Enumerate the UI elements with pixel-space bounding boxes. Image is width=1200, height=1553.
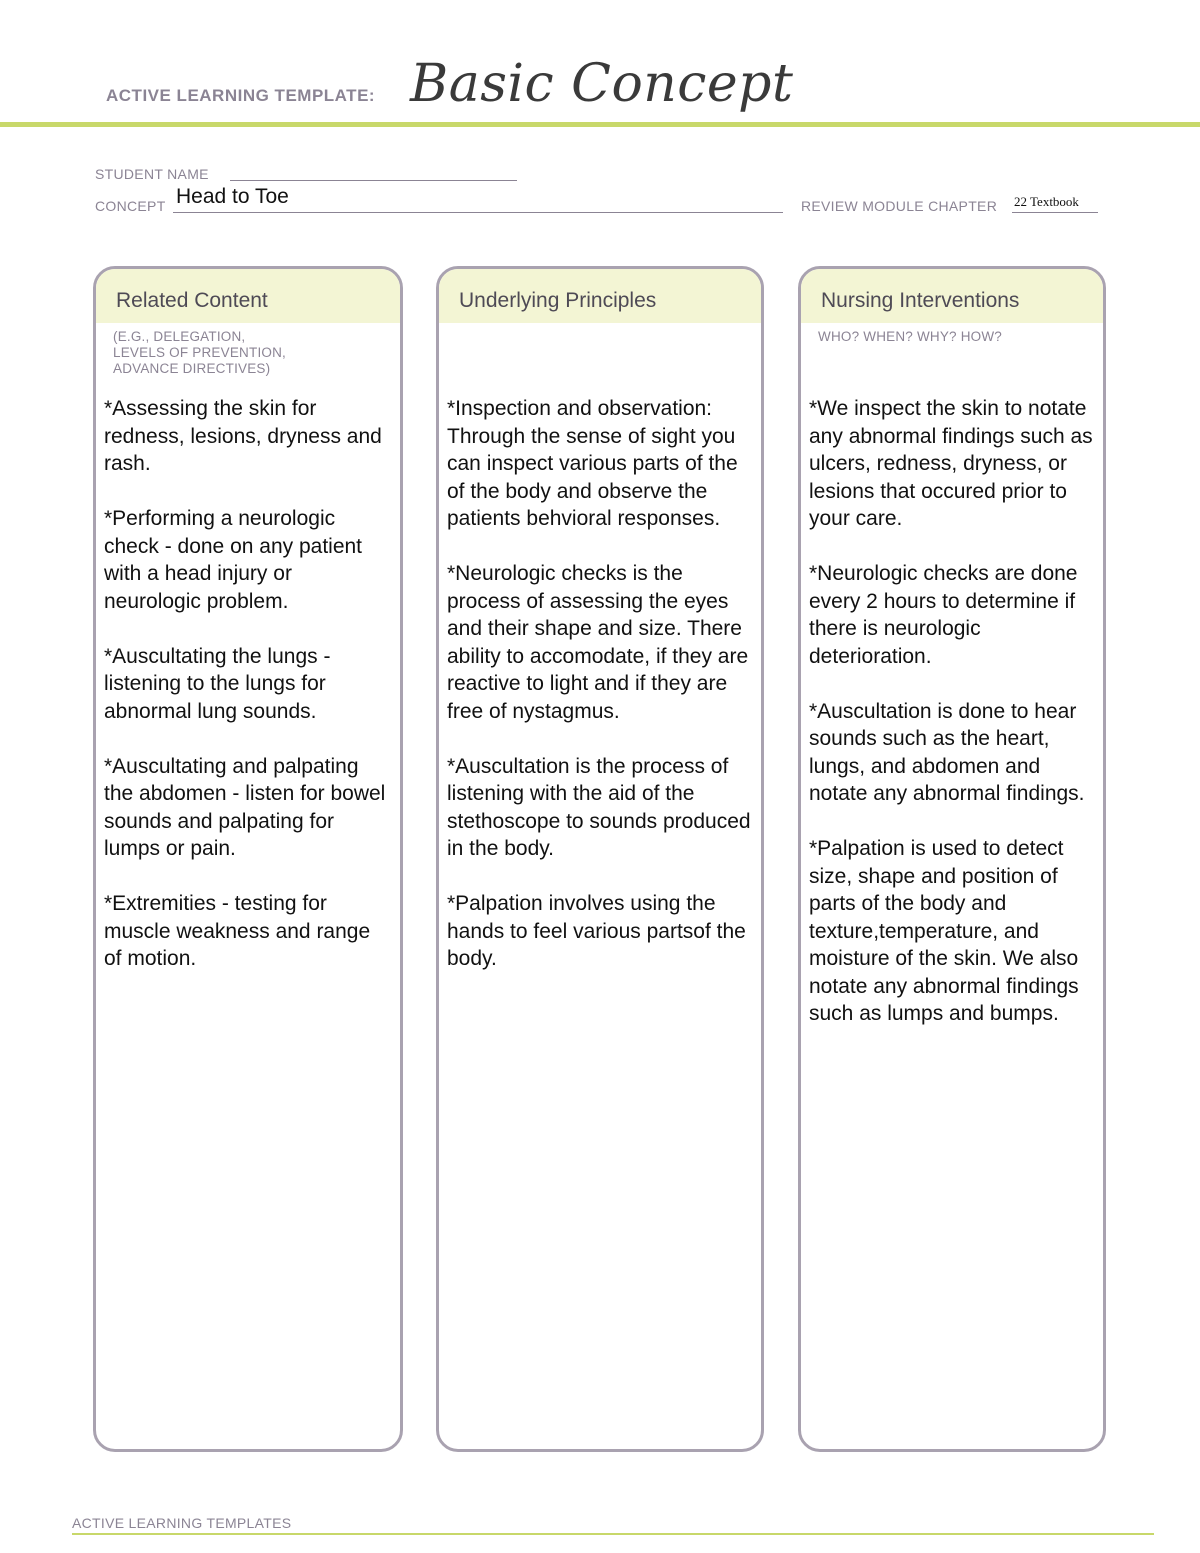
content-paragraph: *Auscultation is the process of listening with the aid of the stethoscope to sounds produced in the body. [447,754,751,860]
underlying-principles-panel [436,266,764,1452]
chapter-label: REVIEW MODULE CHAPTER [801,198,998,214]
content-paragraph: *Auscultation is done to hear sounds such as the heart, lungs, and abdomen and notate any abnormal findings. [809,699,1085,805]
related-content-hint [113,329,400,385]
nursing-interventions-title: Nursing Interventions [801,269,1103,323]
content-paragraph: *Neurologic checks is the process of assessing the eyes and their shape and size. There ability to accomodate, if they are reactive to light and if they are free of nystagmus. [447,562,749,723]
nursing-interventions-panel [798,266,1106,1452]
student-name-field[interactable] [230,180,517,181]
underlying-principles-title: Underlying Principles [439,269,761,323]
chapter-value: 22 Textbook [1014,194,1079,209]
related-content-title: Related Content [96,269,400,323]
content-paragraph: *Neurologic checks are done every 2 hours to determine if there is neurologic deterioration. [809,562,1078,668]
content-paragraph: *Extremities - testing for muscle weakness and range of motion. [104,892,371,970]
concept-field[interactable] [173,212,783,213]
content-paragraph: *Performing a neurologic check - done on any patient with a head injury or neurologic problem. [104,507,363,613]
page-title: Basic Concept [410,54,794,114]
content-paragraph: *Assessing the skin for redness, lesions, dryness and rash. [104,397,382,475]
template-label: ACTIVE LEARNING TEMPLATE: [106,86,376,105]
content-paragraph: *We inspect the skin to notate any abnormal findings such as ulcers, redness, dryness, or lesions that occured prior to your care. [809,397,1093,530]
hint-line: (E.G., DELEGATION, [113,329,246,344]
nursing-interventions-hint [818,329,1103,385]
content-paragraph: *Palpation is used to detect size, shape and position of parts of the body and texture,temperature, and moisture of the skin. We also notate any abnormal findings such as lumps and bumps. [809,837,1079,1025]
footer-label: ACTIVE LEARNING TEMPLATES [72,1515,292,1531]
student-name-label: STUDENT NAME [95,166,209,182]
header-divider [0,122,1200,127]
content-paragraph: *Palpation involves using the hands to feel various partsof the body. [447,892,746,970]
hint-line: ADVANCE DIRECTIVES) [113,361,271,376]
chapter-field[interactable] [1012,212,1098,213]
footer-divider [72,1533,1154,1535]
related-content-text[interactable] [104,395,390,973]
concept-value: Head to Toe [176,185,289,208]
content-paragraph: *Inspection and observation: Through the sense of sight you can inspect various parts of the of the body and observe the patients behvioral responses. [447,397,738,530]
nursing-interventions-text[interactable] [809,395,1093,1028]
concept-label: CONCEPT [95,198,166,214]
hint-line: WHO? WHEN? WHY? HOW? [818,329,1003,344]
related-content-panel [93,266,403,1452]
content-paragraph: *Auscultating and palpating the abdomen - listen for bowel sounds and palpating for lumps or pain. [104,754,386,860]
hint-line: LEVELS OF PREVENTION, [113,345,286,360]
content-paragraph: *Auscultating the lungs - listening to the lungs for abnormal lung sounds. [104,644,331,723]
underlying-principles-text[interactable] [447,395,751,973]
